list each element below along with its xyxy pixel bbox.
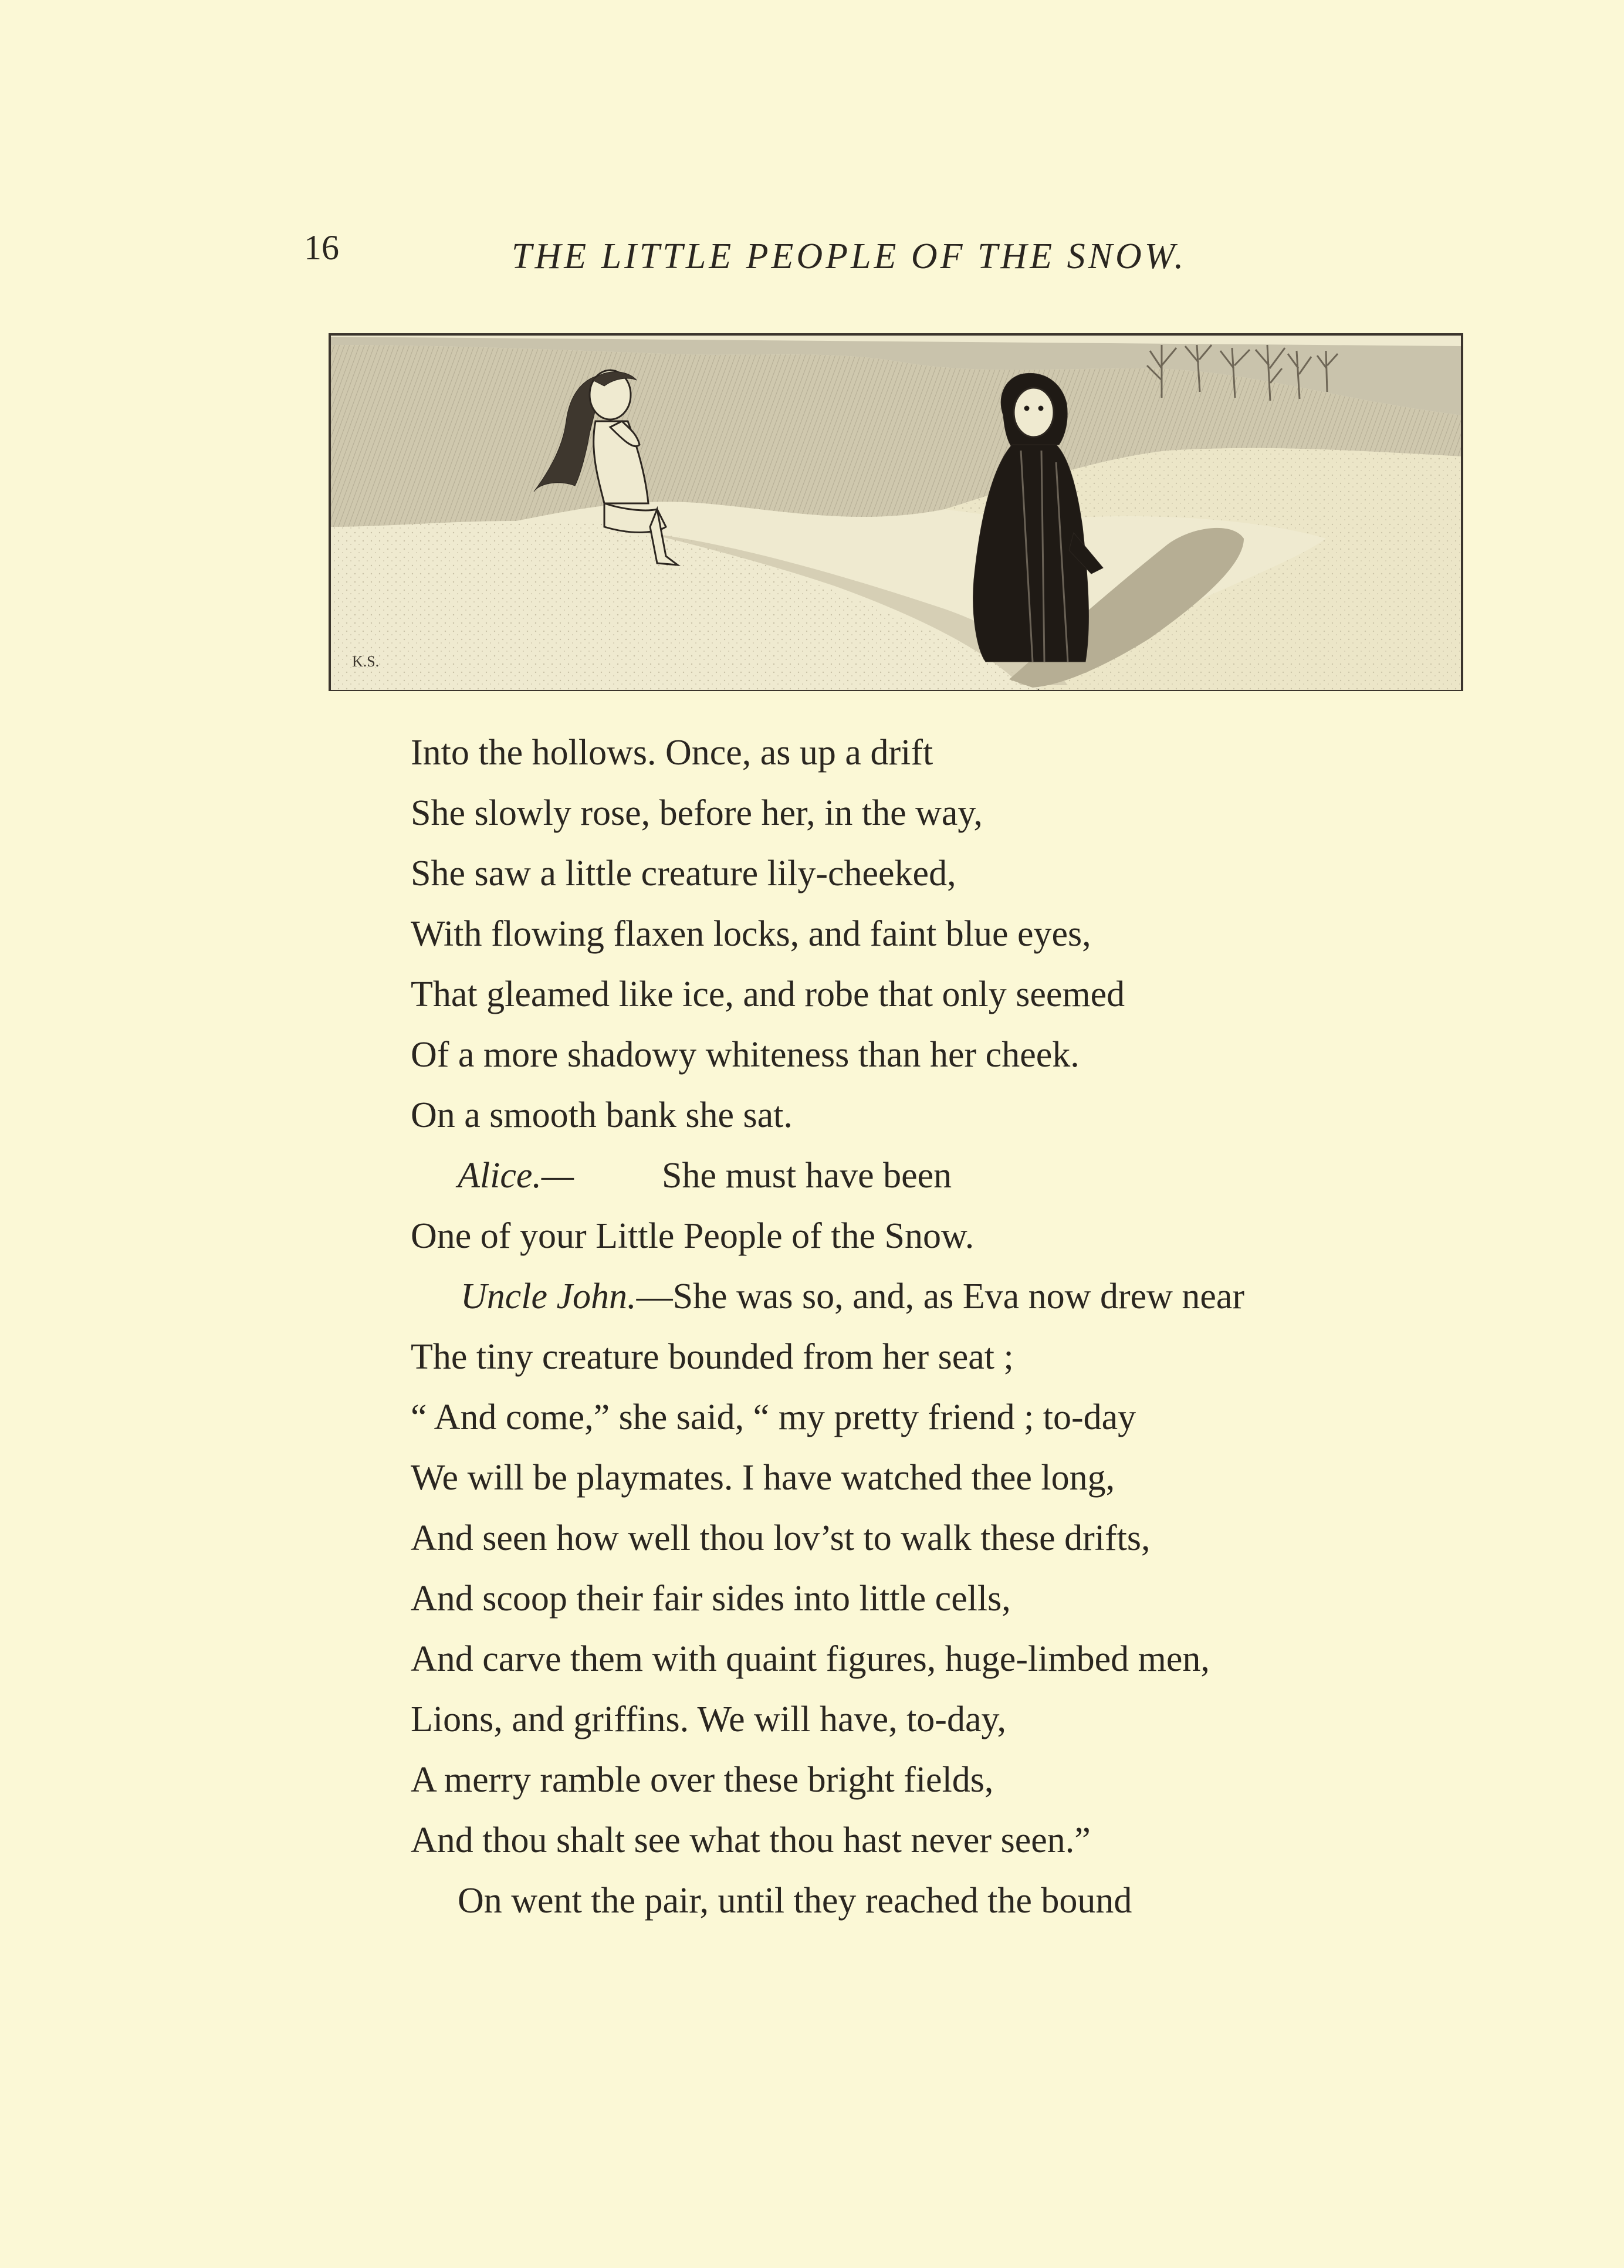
poem-line: “ And come,” she said, “ my pretty friend ; to-day: [411, 1397, 1136, 1437]
speaker-name: Uncle John.: [461, 1277, 637, 1316]
poem-line: She saw a little creature lily-cheeked,: [411, 854, 956, 893]
poem-line: A merry ramble over these bright fields,: [411, 1760, 994, 1800]
artist-monogram: K.S.: [352, 653, 380, 670]
poem-line: On a smooth bank she sat.: [411, 1095, 793, 1135]
speaker-text: —She was so, and, as Eva now drew near: [636, 1277, 1245, 1316]
snow-scene-illustration: [329, 333, 1463, 692]
poem-line: And carve them with quaint figures, huge-limbed men,: [411, 1639, 1210, 1679]
speaker-text: She must have been: [662, 1156, 952, 1196]
poem-line: And thou shalt see what thou hast never seen.”: [411, 1820, 1091, 1860]
poem-line: On went the pair, until they reached the bound: [458, 1881, 1132, 1921]
poem-line: And seen how well thou lov’st to walk these drifts,: [411, 1518, 1151, 1558]
page-number: 16: [304, 228, 339, 267]
poem-line: One of your Little People of the Snow.: [411, 1216, 975, 1256]
poem-line: She slowly rose, before her, in the way,: [411, 793, 983, 833]
poem-text: [411, 723, 1496, 1931]
speaker-name: Alice.—: [458, 1156, 574, 1196]
running-title: THE LITTLE PEOPLE OF THE SNOW.: [512, 236, 1187, 276]
poem-line: Into the hollows. Once, as up a drift: [411, 733, 933, 773]
speaker-line: [411, 1146, 1496, 1206]
poem-line: The tiny creature bounded from her seat ;: [411, 1337, 1014, 1377]
poem-line: And scoop their fair sides into little cells,: [411, 1579, 1011, 1619]
speaker-line: [411, 1267, 1496, 1327]
poem-line: With flowing flaxen locks, and faint blue eyes,: [411, 914, 1091, 954]
poem-line: That gleamed like ice, and robe that only seemed: [411, 974, 1125, 1014]
poem-line: We will be playmates. I have watched thee long,: [411, 1458, 1115, 1498]
poem-line: Lions, and griffins. We will have, to-day,: [411, 1700, 1006, 1739]
poem-line: Of a more shadowy whiteness than her cheek.: [411, 1035, 1080, 1075]
